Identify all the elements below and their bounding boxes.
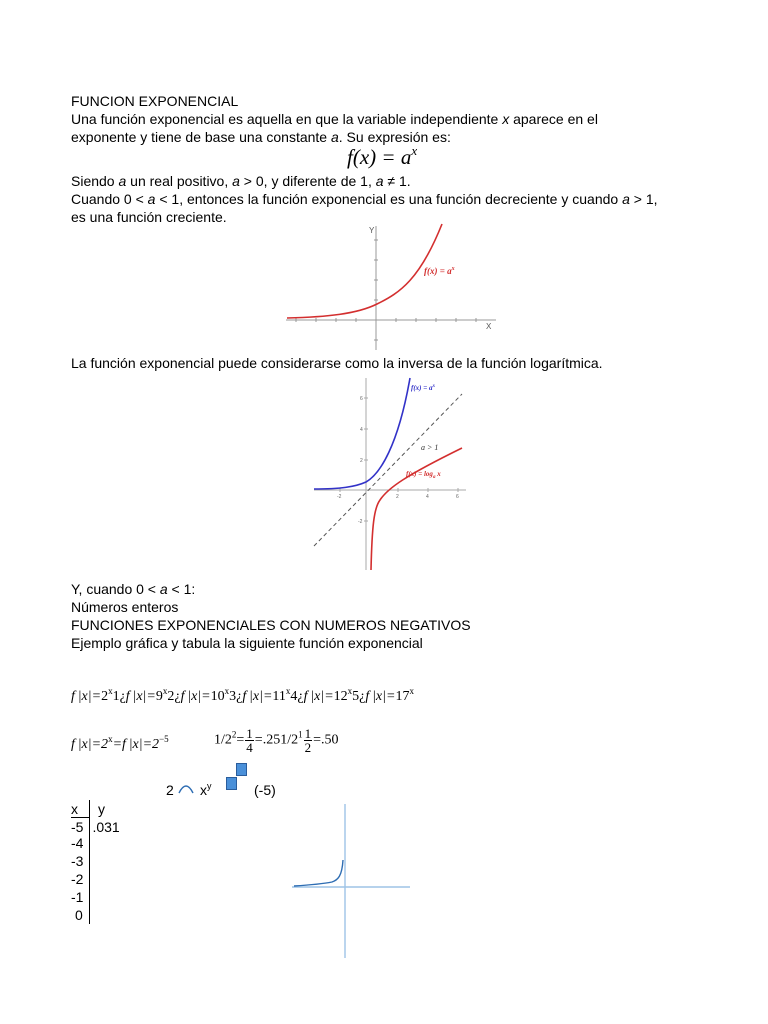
tick-x-neg2: -2 [337,494,342,500]
tick-y-6: 6 [360,396,363,402]
tick-y-2: 2 [360,458,363,464]
exponential-label: $f(x) = a^x$ [411,384,435,392]
caret-key-icon [177,781,195,795]
page-title: FUNCION EXPONENCIAL [71,93,239,109]
case-text: Y, cuando 0 < a < 1: [71,581,196,597]
logarithm-label: $f(x) = \log_a x$ [406,470,441,480]
tick-x-2: 2 [396,494,399,500]
intro-line-2: exponente y tiene de base una constante a. Su expresión es: [71,129,451,145]
equation-line-2: f $|x|=2^x=f$ $|x|=2^{-5}$ [71,734,169,752]
tick-x-6: 6 [456,494,459,500]
intro-line-1: Una función exponencial es aquella en que la variable independiente x aparece en el [71,111,598,127]
condition-line-1: Siendo a un real positivo, a > 0, y diferente de 1, a ≠ 1. [71,173,411,189]
inverse-graph [310,376,470,572]
table-row: -2 [71,871,84,887]
fraction-half: $\frac{1}{2}$ [304,726,312,755]
y-axis-label: Y [369,226,375,235]
sketch-curve [294,860,343,886]
table-row: -5 .031 [71,819,120,835]
equation-4: f $|x|=11^x4¿$ [242,686,304,704]
equation-3: f $|x|=10^x3¿$ [180,686,243,704]
table-row: 0 [75,907,83,923]
table-header-x: x [71,801,78,817]
fraction-values: $1/2^2=$ $\frac{1}{4}$ $=.251/2^1$ $\frac{1}{2}$ =.50 [214,726,339,755]
curve-label: $f(x) = a^x$ [424,266,455,276]
calc-xy-key: $x^y$ [200,781,212,798]
exponential-curve [314,378,410,489]
inverse-text: La función exponencial puede considerarse como la inversa de la función logarítmica. [71,355,603,371]
equation-1: f $|x|=2^x1¿$ [71,686,126,704]
condition-line-2: Cuando 0 < a < 1, entonces la función exponencial es una función decreciente y cuando a > 1, [71,191,658,207]
table-row: -1 [71,889,84,905]
table-header-y: y [98,801,105,817]
logarithm-curve [371,448,462,570]
sketch-graph [290,804,412,960]
calculator-key-icon [236,763,247,776]
fraction-quarter: $\frac{1}{4}$ [246,726,253,755]
equation-5: f $|x|=12^x5¿$ [303,686,366,704]
table-row: -3 [71,853,84,869]
tick-y-4: 4 [360,427,363,433]
table-row: -4 [71,835,84,851]
negatives-title: FUNCIONES EXPONENCIALES CON NUMEROS NEGATIVOS [71,617,471,633]
equation-2: f $|x|=9^x2¿$ [125,686,181,704]
example-text: Ejemplo gráfica y tabula la siguiente función exponencial [71,635,423,651]
exponential-curve [287,224,442,318]
condition-label: a > 1 [421,443,439,452]
x-axis-label: X [486,322,492,331]
condition-line-3: es una función creciente. [71,209,227,225]
equation-line-1 [71,688,414,706]
value-table [71,800,120,924]
formula: $f(x) = a^x$ [347,143,418,169]
exponential-graph [282,222,502,354]
integers-heading: Números enteros [71,599,179,615]
equation-6: f $|x|=17^x$ [365,686,414,704]
tick-x-4: 4 [426,494,429,500]
calc-base: 2 [166,782,174,798]
calc-negative: (-5) [254,782,276,798]
calculator-key-icon [226,777,237,790]
tick-y-neg2: -2 [358,519,363,525]
